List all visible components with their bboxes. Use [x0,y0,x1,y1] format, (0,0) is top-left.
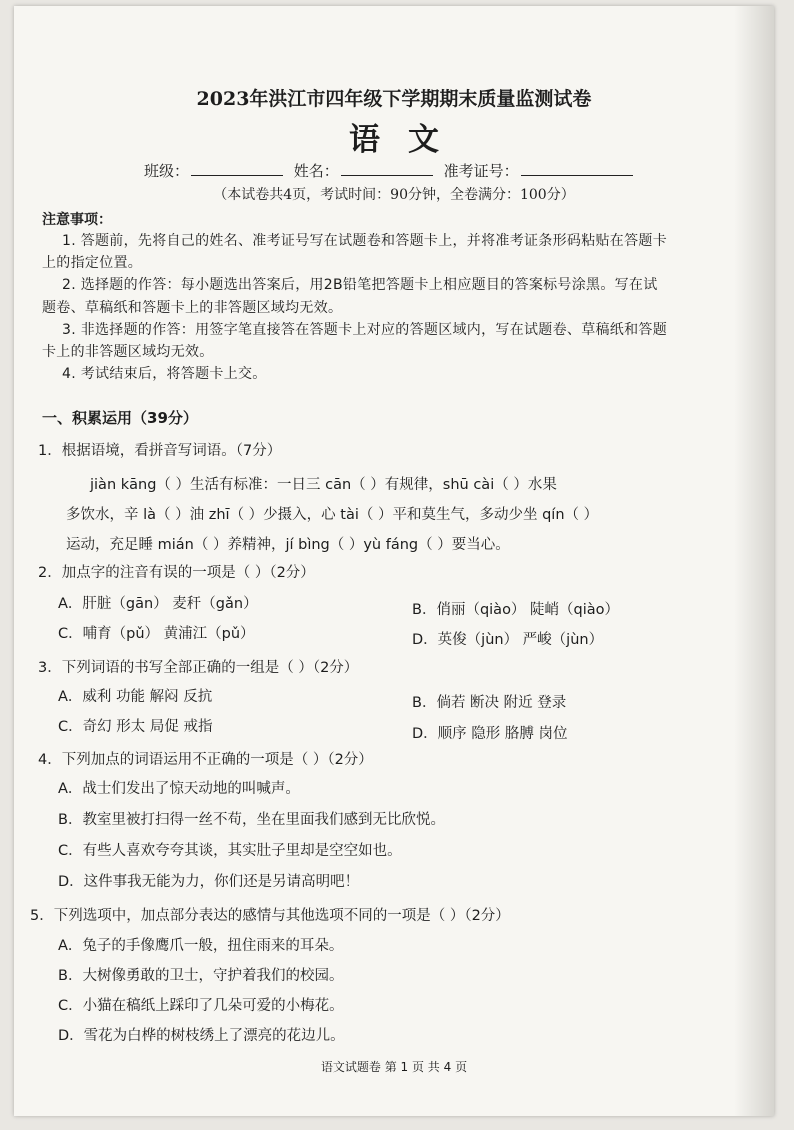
notice-line: 3. 非选择题的作答：用签字笔直接答在答题卡上对应的答题区域内，写在试题卷、草稿纸和答题 [62,322,668,338]
notice-line: 2. 选择题的作答：每小题选出答案后，用2B铅笔把答题卡上相应题目的答案标号涂黑。写在试 [62,277,658,293]
class-blank[interactable] [191,161,283,176]
option-d[interactable]: D．顺序 隐形 胳膊 岗位 [412,726,568,742]
question-4-stem: 4．下列加点的词语运用不正确的一项是（ ）（2分） [38,752,373,768]
option-a[interactable]: A．兔子的手像鹰爪一般，扭住雨来的耳朵。 [58,938,344,954]
question-5-stem: 5．下列选项中，加点部分表达的感情与其他选项不同的一项是（ ）（2分） [30,908,510,924]
option-a[interactable]: A．战士们发出了惊天动地的叫喊声。 [58,781,300,797]
option-b[interactable]: B．倘若 断决 附近 登录 [412,695,567,711]
question-1-stem: 1．根据语境，看拼音写词语。（7分） [38,443,282,459]
student-info-line [144,160,639,181]
option-d[interactable]: D．这件事我无能为力，你们还是另请高明吧！ [58,874,360,890]
option-c[interactable]: C．奇幻 形太 局促 戒指 [58,719,213,735]
question-3-stem: 3．下列词语的书写全部正确的一组是（ ）（2分） [38,660,359,676]
option-a[interactable]: A．威利 功能 解闷 反抗 [58,689,213,705]
notice-line: 4. 考试结束后，将答题卡上交。 [62,366,267,382]
section-heading: 一、积累运用（39分） [42,409,198,427]
option-c[interactable]: C．小猫在稿纸上踩印了几朵可爱的小梅花。 [58,998,344,1014]
subject-title: 语文 [349,122,467,158]
option-c[interactable]: C．有些人喜欢夸夸其谈，其实肚子里却是空空如也。 [58,843,402,859]
option-d[interactable]: D．雪花为白桦的树枝绣上了漂亮的花边儿。 [58,1028,345,1044]
page-edge-shadow [734,6,774,1116]
option-b[interactable]: B．俏丽（qiào） 陡峭（qiào） [412,602,620,618]
name-blank[interactable] [341,161,433,176]
page-footer: 语文试题卷 第 1 页 共 4 页 [320,1060,468,1074]
option-d[interactable]: D．英俊（jùn） 严峻（jùn） [412,632,604,648]
pinyin-line: 多饮水，辛 là（ ）油 zhī（ ）少摄入，心 tài（ ）平和莫生气，多动少坐 qín（ ） [66,507,599,523]
pinyin-line: jiàn kāng（ ）生活有标准：一日三 cān（ ）有规律，shū cài（ ）水果 [90,477,557,493]
notice-line: 题卷、草稿纸和答题卡上的非答题区域均无效。 [42,300,343,316]
exam-title: 2023年洪江市四年级下学期期末质量监测试卷 [196,88,592,110]
pinyin-line: 运动，充足睡 mián（ ）养精神，jí bìng（ ）yù fáng（ ）要当心。 [66,537,510,553]
name-label: 姓名： [293,162,339,180]
exam-note: （本试卷共4页，考试时间：90分钟，全卷满分：100分） [213,187,575,203]
notice-line: 上的指定位置。 [42,255,143,271]
option-b[interactable]: B．大树像勇敢的卫士，守护着我们的校园。 [58,968,344,984]
notice-heading: 注意事项： [42,212,112,228]
notice-line: 卡上的非答题区域均无效。 [42,344,214,360]
class-label: 班级： [144,162,190,180]
option-c[interactable]: C．哺育（pǔ） 黄浦江（pǔ） [58,626,255,642]
id-label: 准考证号： [443,162,519,180]
notice-line: 1. 答题前，先将自己的姓名、准考证号写在试题卷和答题卡上，并将准考证条形码粘贴在答题卡 [62,233,668,249]
exam-page [14,6,774,1116]
question-2-stem: 2．加点字的注音有误的一项是（ ）（2分） [38,565,315,581]
option-a[interactable]: A．肝脏（gān） 麦秆（gǎn） [58,596,258,612]
option-b[interactable]: B．教室里被打扫得一丝不苟，坐在里面我们感到无比欣悦。 [58,812,445,828]
id-blank[interactable] [521,161,633,176]
